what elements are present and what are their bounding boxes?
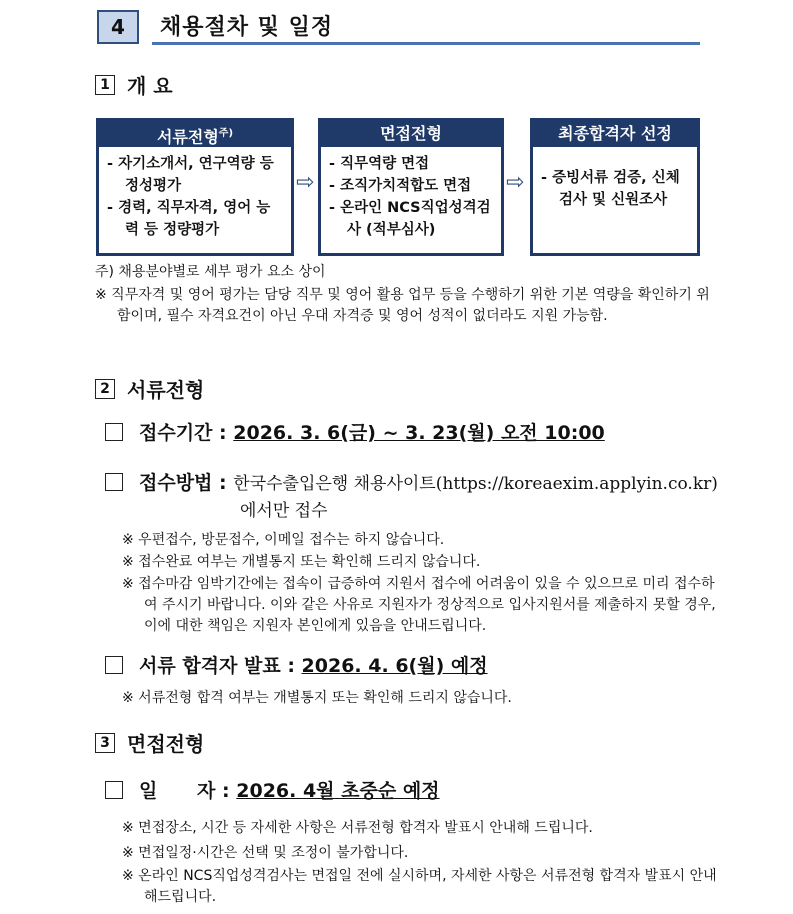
method-value-cont: 에서만 접수 — [240, 501, 328, 521]
title-underline — [152, 42, 700, 45]
checkbox-icon — [105, 473, 123, 491]
section-3-mark: 3 — [95, 733, 115, 753]
checkbox-icon — [105, 423, 123, 441]
date-value: 2026. 4월 초중순 예정 — [236, 780, 440, 802]
section-2-heading — [95, 374, 204, 403]
section-1-title: 개 요 — [127, 74, 173, 98]
card-title: 면접전형 — [321, 121, 501, 147]
card-title: 최종합격자 선정 — [533, 121, 697, 147]
period-value: 2026. 3. 6(금) ~ 3. 23(월) 오전 10:00 — [233, 422, 605, 444]
checkbox-icon — [105, 656, 123, 674]
card-item: - 온라인 NCS직업성격검사 (적부심사) — [329, 200, 491, 238]
section-3-heading — [95, 728, 204, 757]
section-number-badge: 4 — [97, 10, 139, 44]
section-1-heading — [95, 70, 173, 99]
note: ※ 접수완료 여부는 개별통지 또는 확인해 드리지 않습니다. — [122, 554, 481, 570]
note: ※ 면접장소, 시간 등 자세한 사항은 서류전형 합격자 발표시 안내해 드립니다. — [122, 820, 593, 836]
card-item: - 증빙서류 검증, 신체검사 및 신원조사 — [541, 170, 680, 208]
arrow-icon: ⇨ — [296, 170, 315, 195]
period-label: 접수기간 : — [139, 422, 227, 444]
card-item: - 조직가치적합도 면접 — [329, 178, 472, 194]
note: ※ 접수마감 임박기간에는 접속이 급증하여 지원서 접수에 어려움이 있을 수 있으므로 미리 접수하여 주시기 바랍니다. 이와 같은 사유로 지원자가 정상적으로 입사지원서를 제출하지 못할 경우, 이에 대한 책임은 지원자 본인에게 있음을 안내드립니다. — [122, 576, 716, 634]
note: ※ 서류전형 합격 여부는 개별통지 또는 확인해 드리지 않습니다. — [122, 690, 512, 706]
note: ※ 면접일정·시간은 선택 및 조정이 불가합니다. — [122, 845, 409, 861]
page-title: 채용절차 및 일정 — [160, 15, 334, 40]
process-card-document — [96, 118, 294, 256]
date-label: 일 자 : — [139, 780, 230, 802]
card-item: - 자기소개서, 연구역량 등 정성평가 — [107, 156, 274, 194]
card-item: - 경력, 직무자격, 영어 능력 등 정량평가 — [107, 200, 271, 238]
result-label: 서류 합격자 발표 : — [139, 655, 295, 677]
note: ※ 온라인 NCS직업성격검사는 면접일 전에 실시하며, 자세한 사항은 서류전형 합격자 발표시 안내해드립니다. — [122, 868, 717, 905]
result-value: 2026. 4. 6(월) 예정 — [301, 655, 488, 677]
section-3-title: 면접전형 — [127, 732, 205, 756]
method-label: 접수방법 : — [139, 472, 227, 494]
process-card-interview — [318, 118, 504, 256]
method-value: 한국수출입은행 채용사이트(https://koreaexim.applyin.co.kr) — [233, 474, 718, 494]
card-title: 서류전형$^{주)}$ — [99, 121, 291, 147]
note: ※ 우편접수, 방문접수, 이메일 접수는 하지 않습니다. — [122, 532, 445, 548]
section-1-mark: 1 — [95, 75, 115, 95]
period-row — [105, 418, 605, 445]
note: ※ 직무자격 및 영어 평가는 담당 직무 및 영어 활용 업무 등을 수행하기 위한 기본 역량을 확인하기 위함이며, 필수 자격요건이 아닌 우대 자격증 및 영어 성적이 없더라도 지원 가능함. — [95, 287, 710, 324]
card-item: - 직무역량 면접 — [329, 156, 430, 172]
result-row — [105, 651, 488, 678]
section-2-mark: 2 — [95, 379, 115, 399]
interview-date-row — [105, 776, 440, 803]
method-row — [105, 468, 718, 495]
process-card-final — [530, 118, 700, 256]
section-2-title: 서류전형 — [127, 378, 205, 402]
checkbox-icon — [105, 781, 123, 799]
footnote: 주) 채용분야별로 세부 평가 요소 상이 — [95, 264, 326, 280]
arrow-icon: ⇨ — [506, 170, 525, 195]
